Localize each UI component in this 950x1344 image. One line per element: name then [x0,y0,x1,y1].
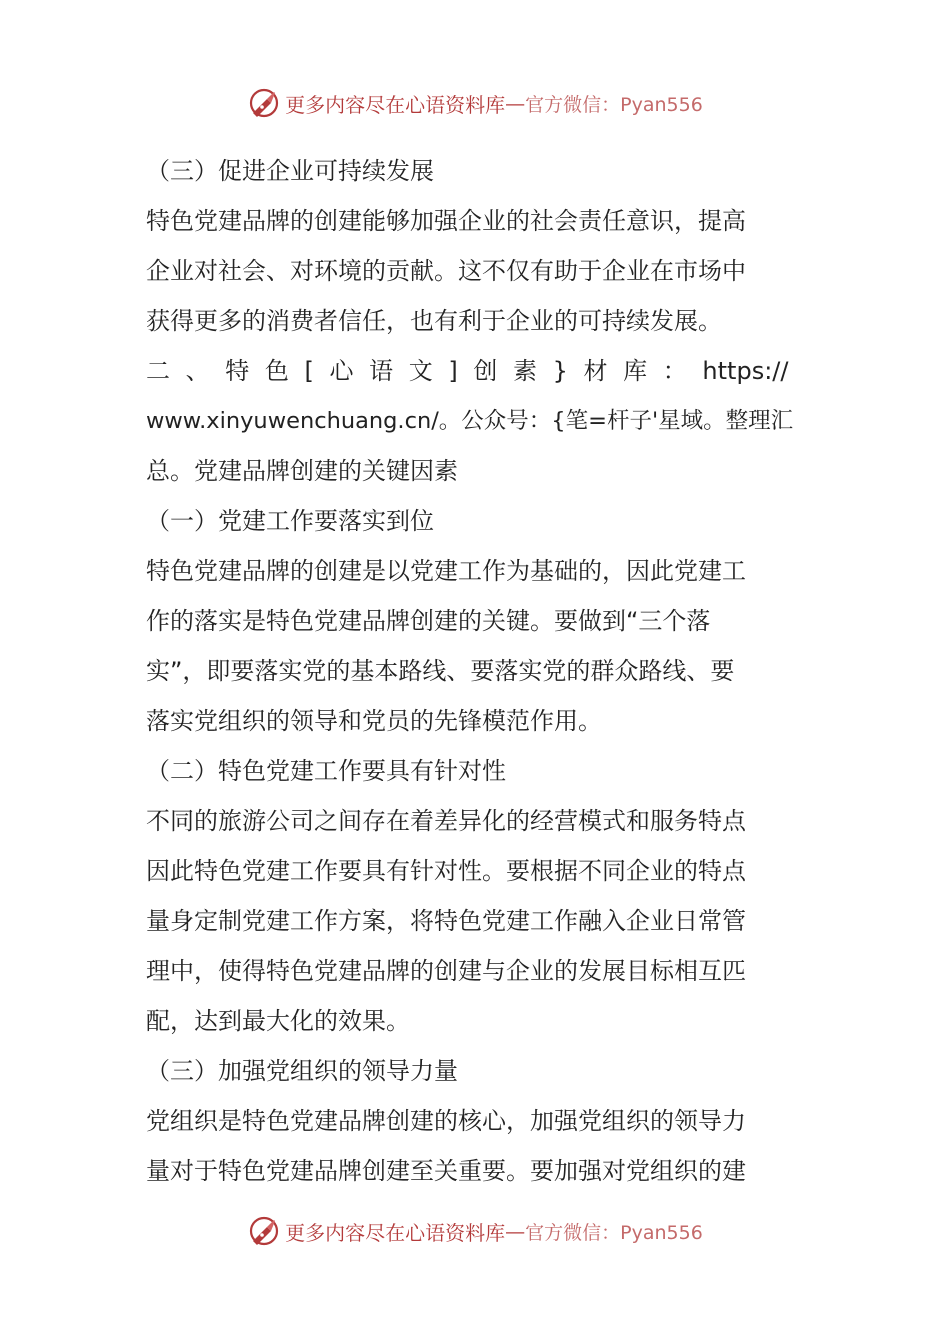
footer-banner-dash: — [505,1219,526,1243]
chapter-heading-line: 二 、 特 色 [ 心 语 文 ] 创 素 } 材 库 ： https:// [146,357,789,385]
paragraph-line: 特色党建品牌的创建能够加强企业的社会责任意识，提高 [146,207,746,235]
document-body [146,146,806,1196]
section-heading: （二）特色党建工作要具有针对性 [146,757,506,785]
paragraph-line: 量对于特色党建品牌创建至关重要。要加强对党组织的建 [146,1157,746,1185]
pen-nib-logo-icon [247,86,281,120]
paragraph-line: 实”，即要落实党的基本路线、要落实党的群众路线、要 [146,657,735,685]
paragraph-line: 企业对社会、对环境的贡献。这不仅有助于企业在市场中 [146,257,746,285]
header-banner-dash: — [505,91,526,115]
paragraph-line: 党组织是特色党建品牌创建的核心，加强党组织的领导力 [146,1107,746,1135]
paragraph-line: 落实党组织的领导和党员的先锋模范作用。 [146,707,602,735]
paragraph-line: 理中，使得特色党建品牌的创建与企业的发展目标相互匹 [146,957,746,985]
section-heading: （一）党建工作要落实到位 [146,507,434,535]
paragraph-line: 特色党建品牌的创建是以党建工作为基础的，因此党建工 [146,557,746,585]
chapter-heading-line: 总。党建品牌创建的关键因素 [146,457,458,485]
footer-banner-title: 更多内容尽在心语资料库 [285,1220,506,1245]
paragraph-line: 获得更多的消费者信任，也有利于企业的可持续发展。 [146,307,722,335]
paragraph-line: 配，达到最大化的效果。 [146,1007,410,1035]
header-banner-title: 更多内容尽在心语资料库 [285,92,506,117]
pen-nib-logo-icon [247,1214,281,1248]
footer-banner [0,1206,950,1256]
header-banner [0,78,950,128]
section-heading: （三）加强党组织的领导力量 [146,1057,458,1085]
paragraph-line: 因此特色党建工作要具有针对性。要根据不同企业的特点 [146,857,746,885]
footer-banner-wechat: 官方微信：Pyan556 [525,1221,703,1244]
paragraph-line: 量身定制党建工作方案，将特色党建工作融入企业日常管 [146,907,746,935]
header-banner-wechat: 官方微信：Pyan556 [525,93,703,116]
paragraph-line: 不同的旅游公司之间存在着差异化的经营模式和服务特点 [146,807,746,835]
chapter-heading-line: www.xinyuwenchuang.cn/。公众号：{笔=杆子'星域。整理汇 [146,408,794,434]
section-heading: （三）促进企业可持续发展 [146,157,434,185]
paragraph-line: 作的落实是特色党建品牌创建的关键。要做到“三个落 [146,607,711,635]
